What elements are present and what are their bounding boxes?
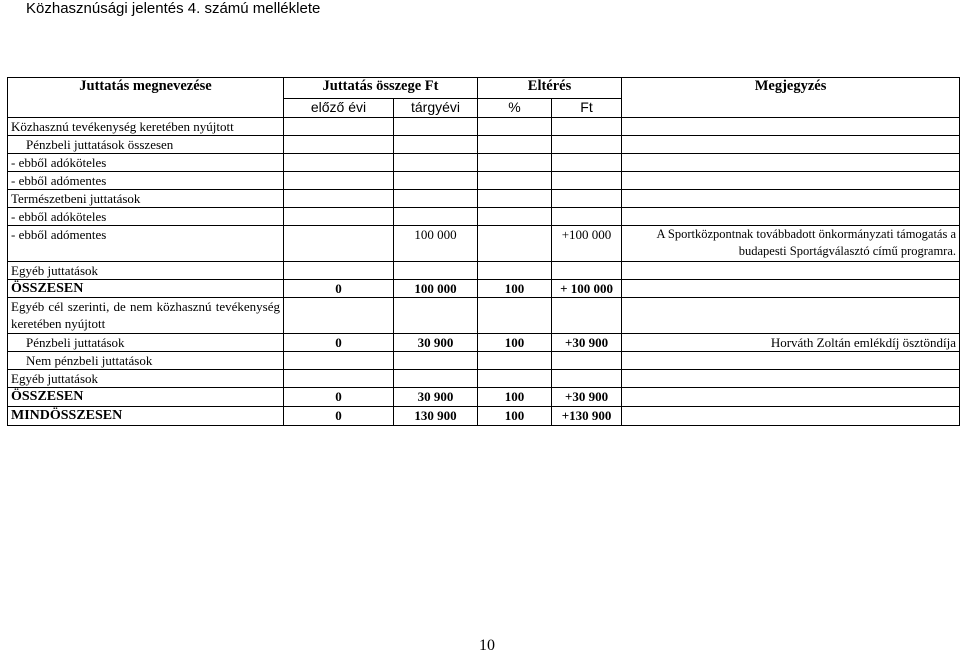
row-label: - ebből adómentes xyxy=(8,172,284,190)
row-label: Természetbeni juttatások xyxy=(8,190,284,208)
row-label: MINDÖSSZESEN xyxy=(8,407,284,426)
row-note xyxy=(622,136,960,154)
row-pct xyxy=(478,154,552,172)
row-prev xyxy=(284,172,394,190)
col-header-pct: % xyxy=(478,99,552,118)
row-curr xyxy=(394,118,478,136)
document-header: Közhasznúsági jelentés 4. számú melléklete xyxy=(26,0,321,17)
row-label: ÖSSZESEN xyxy=(8,280,284,298)
row-prev xyxy=(284,352,394,370)
col-header-diff: Eltérés xyxy=(478,78,622,99)
row-ft: +100 000 xyxy=(552,226,622,262)
row-label: - ebből adómentes xyxy=(8,226,284,262)
row-ft xyxy=(552,154,622,172)
row-prev xyxy=(284,118,394,136)
row-prev: 0 xyxy=(284,407,394,426)
row-pct xyxy=(478,208,552,226)
row-ft xyxy=(552,370,622,388)
row-pct xyxy=(478,172,552,190)
row-label: - ebből adóköteles xyxy=(8,208,284,226)
row-note xyxy=(622,154,960,172)
row-pct xyxy=(478,352,552,370)
row-curr xyxy=(394,154,478,172)
row-ft: +30 900 xyxy=(552,388,622,407)
row-ft xyxy=(552,136,622,154)
row-ft: + 100 000 xyxy=(552,280,622,298)
row-curr: 100 000 xyxy=(394,280,478,298)
row-note xyxy=(622,190,960,208)
row-note xyxy=(622,280,960,298)
row-pct xyxy=(478,118,552,136)
col-header-curr: tárgyévi xyxy=(394,99,478,118)
row-pct: 100 xyxy=(478,280,552,298)
row-curr: 100 000 xyxy=(394,226,478,262)
row-pct xyxy=(478,190,552,208)
row-label: Nem pénzbeli juttatások xyxy=(8,352,284,370)
row-ft xyxy=(552,118,622,136)
row-curr: 30 900 xyxy=(394,334,478,352)
row-prev xyxy=(284,136,394,154)
row-note xyxy=(622,370,960,388)
page-number: 10 xyxy=(479,637,495,654)
row-curr xyxy=(394,298,478,334)
row-note xyxy=(622,388,960,407)
row-note xyxy=(622,172,960,190)
row-curr xyxy=(394,136,478,154)
row-pct xyxy=(478,262,552,280)
row-note xyxy=(622,118,960,136)
row-ft xyxy=(552,208,622,226)
row-prev: 0 xyxy=(284,334,394,352)
row-label: Közhasznú tevékenység keretében nyújtott xyxy=(8,118,284,136)
benefits-table xyxy=(7,77,960,426)
row-curr xyxy=(394,172,478,190)
row-ft xyxy=(552,352,622,370)
row-prev xyxy=(284,154,394,172)
col-header-prev: előző évi xyxy=(284,99,394,118)
row-label: Egyéb cél szerinti, de nem közhasznú tevékenység keretében nyújtott xyxy=(8,298,284,334)
row-curr xyxy=(394,208,478,226)
row-ft xyxy=(552,190,622,208)
row-note xyxy=(622,298,960,334)
row-pct: 100 xyxy=(478,388,552,407)
row-curr xyxy=(394,352,478,370)
row-pct: 100 xyxy=(478,334,552,352)
col-header-name: Juttatás megnevezése xyxy=(8,78,284,118)
row-prev xyxy=(284,370,394,388)
row-label: ÖSSZESEN xyxy=(8,388,284,407)
row-ft xyxy=(552,262,622,280)
row-note: A Sportközpontnak továbbadott önkormányzati támogatás a budapesti Sportágválasztó című programra. xyxy=(622,226,960,262)
row-ft: +30 900 xyxy=(552,334,622,352)
row-prev: 0 xyxy=(284,280,394,298)
col-header-ft: Ft xyxy=(552,99,622,118)
row-prev: 0 xyxy=(284,388,394,407)
row-label: - ebből adóköteles xyxy=(8,154,284,172)
row-curr: 30 900 xyxy=(394,388,478,407)
row-prev xyxy=(284,190,394,208)
row-prev xyxy=(284,208,394,226)
row-label: Pénzbeli juttatások xyxy=(8,334,284,352)
row-label: Pénzbeli juttatások összesen xyxy=(8,136,284,154)
row-note xyxy=(622,262,960,280)
row-pct xyxy=(478,226,552,262)
row-label: Egyéb juttatások xyxy=(8,262,284,280)
row-note: Horváth Zoltán emlékdíj ösztöndíja xyxy=(622,334,960,352)
row-pct xyxy=(478,370,552,388)
row-curr: 130 900 xyxy=(394,407,478,426)
row-ft xyxy=(552,298,622,334)
row-prev xyxy=(284,226,394,262)
row-curr xyxy=(394,190,478,208)
row-curr xyxy=(394,262,478,280)
row-prev xyxy=(284,298,394,334)
col-header-amount: Juttatás összege Ft xyxy=(284,78,478,99)
row-pct xyxy=(478,298,552,334)
row-note xyxy=(622,352,960,370)
row-ft xyxy=(552,172,622,190)
row-label: Egyéb juttatások xyxy=(8,370,284,388)
row-pct: 100 xyxy=(478,407,552,426)
row-note xyxy=(622,407,960,426)
row-note xyxy=(622,208,960,226)
row-prev xyxy=(284,262,394,280)
row-ft: +130 900 xyxy=(552,407,622,426)
row-pct xyxy=(478,136,552,154)
row-curr xyxy=(394,370,478,388)
col-header-note: Megjegyzés xyxy=(622,78,960,118)
